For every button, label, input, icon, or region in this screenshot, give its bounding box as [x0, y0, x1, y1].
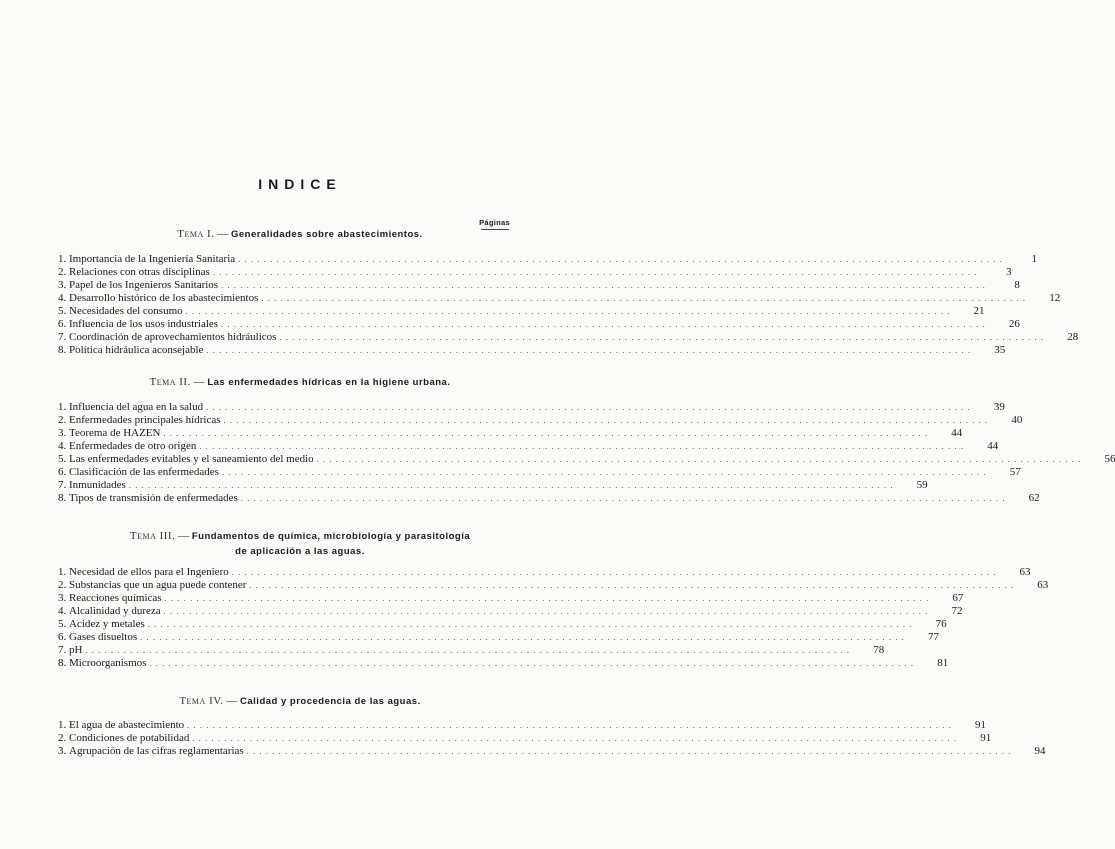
toc-entry: [58, 318, 1020, 331]
entry-page-number: 62: [1028, 492, 1040, 504]
entry-page-number: 21: [973, 305, 985, 317]
section-heading: [40, 529, 560, 559]
entry-title: Enfermedades principales hídricas: [69, 414, 221, 426]
dot-leader: . . . . . . . . . . . . . . . . . . . . . . . . . . . . . . . . . . . . . . . . . . . . . . . . . . . . . . . . . . . . . . . . . . . . . . . . . . . . . . . . . . . . . . . . . . . . . . . . . . . . . . . . . . . . . . . . . . . . . . . .: [316, 455, 1082, 464]
entry-page-number: 3: [1006, 266, 1012, 278]
entry-number: 4.: [58, 440, 67, 452]
toc-entry: [58, 592, 964, 605]
dot-leader: . . . . . . . . . . . . . . . . . . . . . . . . . . . . . . . . . . . . . . . . . . . . . . . . . . . . . . . . . . . . . . . . . . . . . . . . . . . . . . . . . . . . . . . . . . . . . . . . . . . . . . . . . . . . . . . . . . . . . . . .: [240, 494, 1006, 503]
page-title: INDICE: [258, 176, 342, 192]
tema-dash: —: [223, 695, 241, 707]
entry-number: 7.: [58, 479, 67, 491]
toc-entry: [58, 453, 1115, 466]
entry-number: 2.: [58, 414, 67, 426]
entry-number: 6.: [58, 631, 67, 643]
dot-leader: . . . . . . . . . . . . . . . . . . . . . . . . . . . . . . . . . . . . . . . . . . . . . . . . . . . . . . . . . . . . . . . . . . . . . . . . . . . . . . . . . . . . . . . . . . . . . . . . . . . . . . . . . . . . . . . . . . . . . . . .: [221, 320, 986, 329]
toc-list: [58, 566, 1049, 670]
entry-title: Agrupación de las cifras reglamentarias: [69, 745, 244, 757]
entry-title: Relaciones con otras disciplinas: [69, 266, 210, 278]
tema-dash: —: [190, 376, 208, 388]
toc-entry: [58, 631, 939, 644]
tema-title: Calidad y procedencia de las aguas.: [240, 696, 421, 707]
toc-list: [58, 253, 1079, 357]
toc-entry: [58, 305, 985, 318]
entry-title: Clasificación de las enfermedades: [69, 466, 219, 478]
entry-page-number: 59: [916, 479, 928, 491]
entry-page-number: 57: [1009, 466, 1021, 478]
entry-number: 2.: [58, 266, 67, 278]
toc-entry: [58, 719, 986, 732]
dot-leader: . . . . . . . . . . . . . . . . . . . . . . . . . . . . . . . . . . . . . . . . . . . . . . . . . . . . . . . . . . . . . . . . . . . . . . . . . . . . . . . . . . . . . . . . . . . . . . . . . . . . . . . . . . . . . . . . . . . . . . . .: [223, 416, 989, 425]
dot-leader: . . . . . . . . . . . . . . . . . . . . . . . . . . . . . . . . . . . . . . . . . . . . . . . . . . . . . . . . . . . . . . . . . . . . . . . . . . . . . . . . . . . . . . . . . . . . . . . . . . . . . . . . . . . . . . . . . . . . . . . .: [238, 255, 1003, 264]
tema-title: Las enfermedades hídricas en la higiene urbana.: [207, 377, 451, 388]
tema-title: Generalidades sobre abastecimientos.: [230, 229, 423, 240]
entry-page-number: 94: [1034, 745, 1046, 757]
entry-number: 2.: [58, 732, 67, 744]
entry-page-number: 63: [1037, 579, 1049, 591]
toc-entry: [58, 401, 1005, 414]
toc-entry: [58, 657, 949, 670]
toc-entry: [58, 492, 1040, 505]
entry-number: 3.: [58, 279, 67, 291]
entry-title: Gases disueltos: [69, 631, 138, 643]
entry-title: Alcalinidad y dureza: [69, 605, 161, 617]
entry-number: 4.: [58, 605, 67, 617]
tema-title: Fundamentos de química, microbiología y parasitología: [191, 531, 471, 542]
entry-page-number: 39: [993, 401, 1005, 413]
entry-title: Teorema de HAZEN: [69, 427, 161, 439]
section-heading: [40, 375, 560, 390]
entry-page-number: 91: [980, 732, 992, 744]
entry-number: 1.: [58, 719, 67, 731]
dot-leader: . . . . . . . . . . . . . . . . . . . . . . . . . . . . . . . . . . . . . . . . . . . . . . . . . . . . . . . . . . . . . . . . . . . . . . . . . . . . . . . . . . . . . . . . . . . . . . . . . . . . . . . . . . . . . . . . . . . . . . . .: [231, 568, 997, 577]
entry-title: Microorganismos: [69, 657, 147, 669]
entry-number: 1.: [58, 253, 67, 265]
entry-title: Enfermedades de otro origen: [69, 440, 197, 452]
entry-title: Papel de los Ingenieros Sanitarios: [69, 279, 219, 291]
entry-title: El agua de abastecimiento: [69, 719, 185, 731]
entry-title: Condiciones de potabilidad: [69, 732, 190, 744]
toc-entry: [58, 618, 947, 631]
tema-label: Tema III.: [129, 530, 176, 542]
entry-number: 7.: [58, 644, 67, 656]
toc-entry: [58, 466, 1021, 479]
tema-label: Tema I.: [177, 228, 215, 240]
entry-title: Influencia del agua en la salud: [69, 401, 204, 413]
entry-page-number: 28: [1067, 331, 1079, 343]
entry-page-number: 76: [935, 618, 947, 630]
entry-page-number: 63: [1019, 566, 1031, 578]
entry-title: Inmunidades: [69, 479, 126, 491]
toc-entry: [58, 331, 1079, 344]
entry-number: 6.: [58, 318, 67, 330]
paginas-label: Páginas: [479, 218, 510, 227]
toc-entry: [58, 745, 1046, 758]
entry-page-number: 81: [937, 657, 949, 669]
entry-page-number: 77: [927, 631, 939, 643]
section-heading: [40, 694, 560, 709]
dot-leader: . . . . . . . . . . . . . . . . . . . . . . . . . . . . . . . . . . . . . . . . . . . . . . . . . . . . . . . . . . . . . . . . . . . . . . . . . . . . . . . . . . . . . . . . . . . . . . . . . . . . . . . . . . . . . . . . . . . . . . . .: [246, 747, 1012, 756]
entry-number: 5.: [58, 618, 67, 630]
entry-title: pH: [69, 644, 83, 656]
section-heading: [40, 227, 560, 242]
tema-label: Tema II.: [149, 376, 191, 388]
entry-page-number: 56: [1104, 453, 1115, 465]
entry-number: 5.: [58, 305, 67, 317]
entry-page-number: 91: [974, 719, 986, 731]
toc-entry: [58, 279, 1020, 292]
tema-dash: —: [175, 530, 192, 542]
entry-title: Política hidráulica aconsejable: [69, 344, 204, 356]
entry-number: 8.: [58, 657, 67, 669]
entry-title: Acidez y metales: [69, 618, 145, 630]
dot-leader: . . . . . . . . . . . . . . . . . . . . . . . . . . . . . . . . . . . . . . . . . . . . . . . . . . . . . . . . . . . . . . . . . . . . . . . . . . . . . . . . . . . . . . . . . . . . . . . . . . . . . . . . . . . . . . . . . . . . . . . .: [199, 442, 965, 451]
dot-leader: . . . . . . . . . . . . . . . . . . . . . . . . . . . . . . . . . . . . . . . . . . . . . . . . . . . . . . . . . . . . . . . . . . . . . . . . . . . . . . . . . . . . . . . . . . . . . . . . . . . . . . . . . . . . . . . . . . . . . . . .: [140, 633, 905, 642]
dot-leader: . . . . . . . . . . . . . . . . . . . . . . . . . . . . . . . . . . . . . . . . . . . . . . . . . . . . . . . . . . . . . . . . . . . . . . . . . . . . . . . . . . . . . . . . . . . . . . . . . . . . . . . . . . . . . . . . . . . . . . . .: [164, 594, 930, 603]
toc-entry: [58, 732, 992, 745]
entry-page-number: 40: [1011, 414, 1023, 426]
dot-leader: . . . . . . . . . . . . . . . . . . . . . . . . . . . . . . . . . . . . . . . . . . . . . . . . . . . . . . . . . . . . . . . . . . . . . . . . . . . . . . . . . . . . . . . . . . . . . . . . . . . . . . . . . . . . . . . . . . . . . . . .: [212, 268, 978, 277]
entry-number: 3.: [58, 592, 67, 604]
entry-page-number: 8: [1014, 279, 1020, 291]
entry-number: 1.: [58, 566, 67, 578]
dot-leader: . . . . . . . . . . . . . . . . . . . . . . . . . . . . . . . . . . . . . . . . . . . . . . . . . . . . . . . . . . . . . . . . . . . . . . . . . . . . . . . . . . . . . . . . . . . . . . . . . . . . . . . . . . . . . . . . . . . . . . . .: [279, 333, 1045, 342]
entry-title: Influencia de los usos industriales: [69, 318, 219, 330]
dot-leader: . . . . . . . . . . . . . . . . . . . . . . . . . . . . . . . . . . . . . . . . . . . . . . . . . . . . . . . . . . . . . . . . . . . . . . . . . . . . . . . . . . . . . . . . . . . . . . . . . . . . . . . . . . . . . . . . . . . . . . . .: [192, 734, 958, 743]
toc-entry: [58, 440, 999, 453]
dot-leader: . . . . . . . . . . . . . . . . . . . . . . . . . . . . . . . . . . . . . . . . . . . . . . . . . . . . . . . . . . . . . . . . . . . . . . . . . . . . . . . . . . . . . . . . . . . . . . . . . . . . . . . . . . . . . . . . . . . . . . . .: [221, 468, 987, 477]
dot-leader: . . . . . . . . . . . . . . . . . . . . . . . . . . . . . . . . . . . . . . . . . . . . . . . . . . . . . . . . . . . . . . . . . . . . . . . . . . . . . . . . . . . . . . . . . . . . . . . . . . . . . . . . . . . . . . . . . . . . . . . .: [128, 481, 894, 490]
dot-leader: . . . . . . . . . . . . . . . . . . . . . . . . . . . . . . . . . . . . . . . . . . . . . . . . . . . . . . . . . . . . . . . . . . . . . . . . . . . . . . . . . . . . . . . . . . . . . . . . . . . . . . . . . . . . . . . . . . . . . . . .: [221, 281, 986, 290]
entry-title: Substancias que un agua puede contener: [69, 579, 247, 591]
dot-leader: . . . . . . . . . . . . . . . . . . . . . . . . . . . . . . . . . . . . . . . . . . . . . . . . . . . . . . . . . . . . . . . . . . . . . . . . . . . . . . . . . . . . . . . . . . . . . . . . . . . . . . . . . . . . . . . . . . . . . . . .: [187, 721, 952, 730]
dot-leader: . . . . . . . . . . . . . . . . . . . . . . . . . . . . . . . . . . . . . . . . . . . . . . . . . . . . . . . . . . . . . . . . . . . . . . . . . . . . . . . . . . . . . . . . . . . . . . . . . . . . . . . . . . . . . . . . . . . . . . . .: [206, 346, 972, 355]
toc-entry: [58, 479, 928, 492]
toc-list: [58, 719, 1046, 758]
entry-title: Tipos de transmisión de enfermedades: [69, 492, 238, 504]
entry-number: 2.: [58, 579, 67, 591]
dot-leader: . . . . . . . . . . . . . . . . . . . . . . . . . . . . . . . . . . . . . . . . . . . . . . . . . . . . . . . . . . . . . . . . . . . . . . . . . . . . . . . . . . . . . . . . . . . . . . . . . . . . . . . . . . . . . . . . . . . . . . . .: [163, 429, 929, 438]
dot-leader: . . . . . . . . . . . . . . . . . . . . . . . . . . . . . . . . . . . . . . . . . . . . . . . . . . . . . . . . . . . . . . . . . . . . . . . . . . . . . . . . . . . . . . . . . . . . . . . . . . . . . . . . . . . . . . . . . . . . . . . .: [149, 659, 915, 668]
toc-entry: [58, 266, 1012, 279]
entry-page-number: 12: [1049, 292, 1061, 304]
dot-leader: . . . . . . . . . . . . . . . . . . . . . . . . . . . . . . . . . . . . . . . . . . . . . . . . . . . . . . . . . . . . . . . . . . . . . . . . . . . . . . . . . . . . . . . . . . . . . . . . . . . . . . . . . . . . . . . . . . . . . . . .: [249, 581, 1015, 590]
entry-page-number: 72: [951, 605, 963, 617]
tema-label: Tema IV.: [179, 695, 224, 707]
dot-leader: . . . . . . . . . . . . . . . . . . . . . . . . . . . . . . . . . . . . . . . . . . . . . . . . . . . . . . . . . . . . . . . . . . . . . . . . . . . . . . . . . . . . . . . . . . . . . . . . . . . . . . . . . . . . . . . . . . . . . . . .: [163, 607, 929, 616]
entry-number: 5.: [58, 453, 67, 465]
toc-entry: [58, 566, 1031, 579]
entry-title: Necesidades del consumo: [69, 305, 183, 317]
tema-title-line2: de aplicación a las aguas.: [235, 546, 365, 557]
entry-number: 7.: [58, 331, 67, 343]
dot-leader: . . . . . . . . . . . . . . . . . . . . . . . . . . . . . . . . . . . . . . . . . . . . . . . . . . . . . . . . . . . . . . . . . . . . . . . . . . . . . . . . . . . . . . . . . . . . . . . . . . . . . . . . . . . . . . . . . . . . . . . .: [261, 294, 1027, 303]
entry-number: 8.: [58, 344, 67, 356]
entry-title: Las enfermedades evitables y el saneamiento del medio: [69, 453, 314, 465]
entry-title: Importancia de la Ingeniería Sanitaria: [69, 253, 236, 265]
entry-page-number: 67: [952, 592, 964, 604]
entry-title: Desarrollo histórico de los abastecimientos: [69, 292, 259, 304]
toc-entry: [58, 644, 885, 657]
toc-entry: [58, 414, 1023, 427]
toc-list: [58, 401, 1115, 505]
entry-title: Coordinación de aprovechamientos hidráulicos: [69, 331, 277, 343]
dot-leader: . . . . . . . . . . . . . . . . . . . . . . . . . . . . . . . . . . . . . . . . . . . . . . . . . . . . . . . . . . . . . . . . . . . . . . . . . . . . . . . . . . . . . . . . . . . . . . . . . . . . . . . . . . . . . . . . . . . . . . . .: [185, 307, 951, 316]
tema-dash: —: [214, 228, 231, 240]
entry-title: Reacciones químicas: [69, 592, 162, 604]
entry-number: 4.: [58, 292, 67, 304]
dot-leader: . . . . . . . . . . . . . . . . . . . . . . . . . . . . . . . . . . . . . . . . . . . . . . . . . . . . . . . . . . . . . . . . . . . . . . . . . . . . . . . . . . . . . . . . . . . . . . . . . . . . . . . . . . . . . . . . . . . . . . . .: [85, 646, 851, 655]
entry-page-number: 44: [951, 427, 963, 439]
toc-entry: [58, 427, 963, 440]
dot-leader: . . . . . . . . . . . . . . . . . . . . . . . . . . . . . . . . . . . . . . . . . . . . . . . . . . . . . . . . . . . . . . . . . . . . . . . . . . . . . . . . . . . . . . . . . . . . . . . . . . . . . . . . . . . . . . . . . . . . . . . .: [147, 620, 913, 629]
toc-entry: [58, 579, 1049, 592]
entry-page-number: 44: [987, 440, 999, 452]
toc-entry: [58, 344, 1006, 357]
entry-page-number: 1: [1031, 253, 1037, 265]
entry-page-number: 78: [873, 644, 885, 656]
dot-leader: . . . . . . . . . . . . . . . . . . . . . . . . . . . . . . . . . . . . . . . . . . . . . . . . . . . . . . . . . . . . . . . . . . . . . . . . . . . . . . . . . . . . . . . . . . . . . . . . . . . . . . . . . . . . . . . . . . . . . . . .: [206, 403, 971, 412]
entry-page-number: 35: [994, 344, 1006, 356]
entry-number: 3.: [58, 745, 67, 757]
entry-number: 1.: [58, 401, 67, 413]
entry-page-number: 26: [1008, 318, 1020, 330]
entry-number: 8.: [58, 492, 67, 504]
toc-entry: [58, 253, 1037, 266]
toc-entry: [58, 292, 1061, 305]
entry-number: 6.: [58, 466, 67, 478]
entry-title: Necesidad de ellos para el Ingeniero: [69, 566, 229, 578]
entry-number: 3.: [58, 427, 67, 439]
toc-entry: [58, 605, 963, 618]
